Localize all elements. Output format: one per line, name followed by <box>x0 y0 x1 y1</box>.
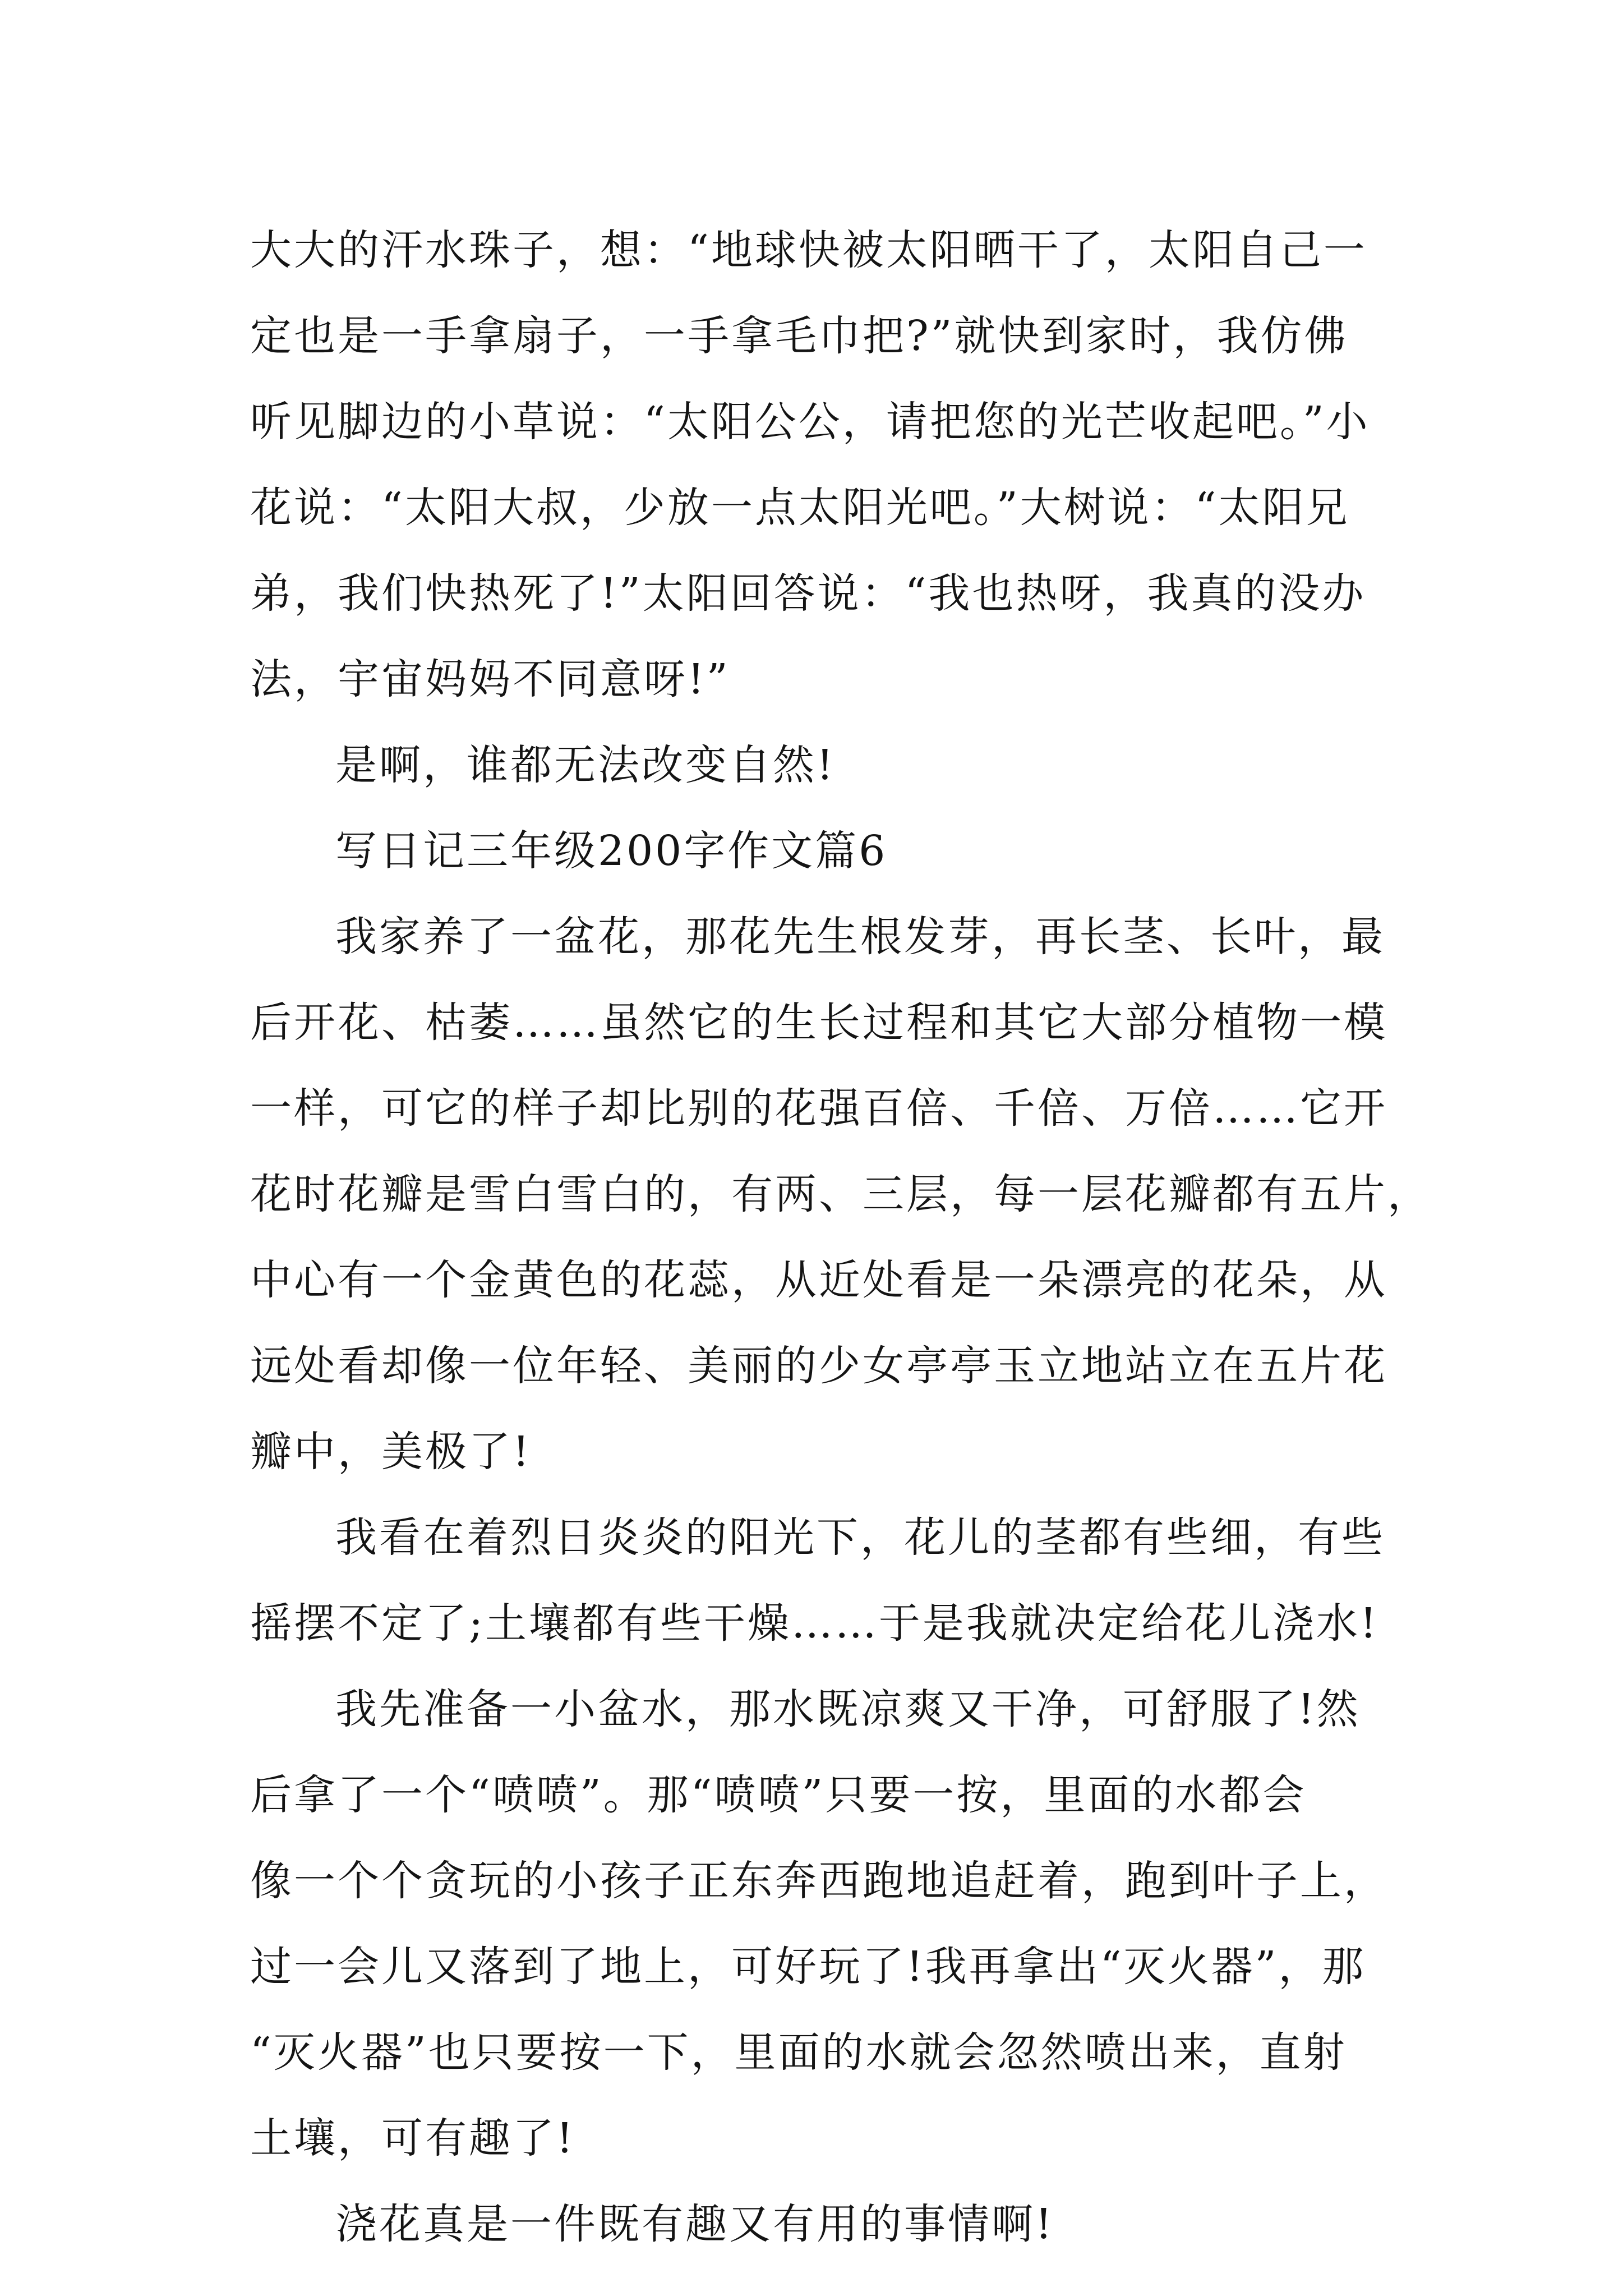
text-line: 弟，我们快热死了!”太阳回答说：“我也热呀，我真的没办 <box>250 569 1366 618</box>
text-line: 过一会儿又落到了地上，可好玩了!我再拿出“灭火器”，那 <box>250 1943 1366 1991</box>
text-line: 摇摆不定了;土壤都有些干燥……于是我就决定给花儿浇水! <box>250 1599 1379 1648</box>
text-line: 大大的汗水珠子，想：“地球快被太阳晒干了，太阳自己一 <box>250 226 1367 274</box>
text-line: 法，宇宙妈妈不同意呀!” <box>250 655 730 703</box>
paragraph-first-line: 我看在着烈日炎炎的阳光下，花儿的茎都有些细，有些 <box>335 1513 1385 1562</box>
text-line: 瓣中，美极了! <box>250 1428 532 1476</box>
paragraph-first-line: 是啊，谁都无法改变自然! <box>335 741 836 789</box>
text-line: 后拿了一个“喷喷”。那“喷喷”只要一按，里面的水都会 <box>250 1771 1307 1819</box>
text-line: 中心有一个金黄色的花蕊，从近处看是一朵漂亮的花朵，从 <box>250 1256 1387 1304</box>
text-line: 土壤，可有趣了! <box>250 2114 575 2162</box>
text-line: 像一个个贪玩的小孩子正东奔西跑地追赶着，跑到叶子上， <box>250 1857 1387 1905</box>
paragraph-first-line: 浇花真是一件既有趣又有用的事情啊! <box>335 2200 1054 2248</box>
text-line: “灭火器”也只要按一下，里面的水就会忽然喷出来，直射 <box>250 2028 1347 2077</box>
article-body <box>250 208 1431 2267</box>
text-line: 后开花、枯萎……虽然它的生长过程和其它大部分植物一模 <box>250 999 1387 1047</box>
text-line: 定也是一手拿扇子，一手拿毛巾把?”就快到家时，我仿佛 <box>250 312 1348 360</box>
paragraph-first-line: 我家养了一盆花，那花先生根发芽，再长茎、长叶，最 <box>335 913 1385 961</box>
text-line: 花说：“太阳大叔，少放一点太阳光吧。”大树说：“太阳兄 <box>250 484 1350 532</box>
text-line: 听见脚边的小草说：“太阳公公，请把您的光芒收起吧。”小 <box>250 398 1370 446</box>
text-line: 远处看却像一位年轻、美丽的少女亭亭玉立地站立在五片花 <box>250 1342 1387 1390</box>
text-line: 一样，可它的样子却比别的花强百倍、千倍、万倍……它开 <box>250 1084 1387 1133</box>
text-line: 花时花瓣是雪白雪白的，有两、三层，每一层花瓣都有五片， <box>250 1170 1431 1218</box>
section-heading: 写日记三年级200字作文篇6 <box>335 827 888 875</box>
paragraph-first-line: 我先准备一小盆水，那水既凉爽又干净，可舒服了!然 <box>335 1685 1361 1733</box>
